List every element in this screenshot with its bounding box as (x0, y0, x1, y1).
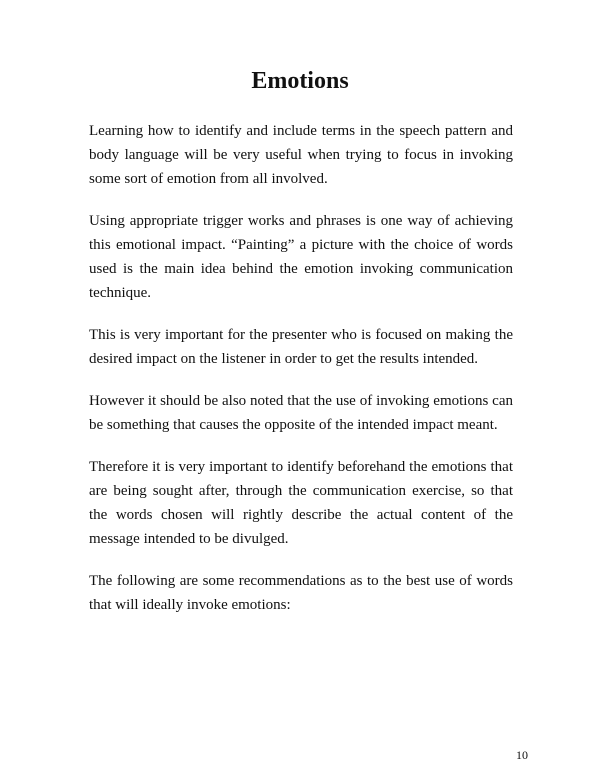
body-text (89, 119, 513, 635)
paragraph-2: Using appropriate trigger works and phrases is one way of achieving this emotional impact. “Painting” a picture with the choice of words used is the main idea behind the emotion invoking communication technique. (89, 213, 513, 301)
page-title: Emotions (251, 68, 349, 94)
page-number: 10 (516, 748, 528, 762)
paragraph-5: Therefore it is very important to identify beforehand the emotions that are being sought after, through the communication exercise, so that the words chosen will rightly describe the actual content of the message intended to be divulged. (89, 459, 513, 547)
paragraph-1: Learning how to identify and include terms in the speech pattern and body language will be very useful when trying to focus in invoking some sort of emotion from all involved. (89, 123, 513, 187)
paragraph-6: The following are some recommendations as to the best use of words that will ideally invoke emotions: (89, 573, 513, 613)
paragraph-4: However it should be also noted that the use of invoking emotions can be something that causes the opposite of the intended impact meant. (89, 393, 513, 433)
paragraph-3: This is very important for the presenter who is focused on making the desired impact on the listener in order to get the results intended. (89, 327, 513, 367)
